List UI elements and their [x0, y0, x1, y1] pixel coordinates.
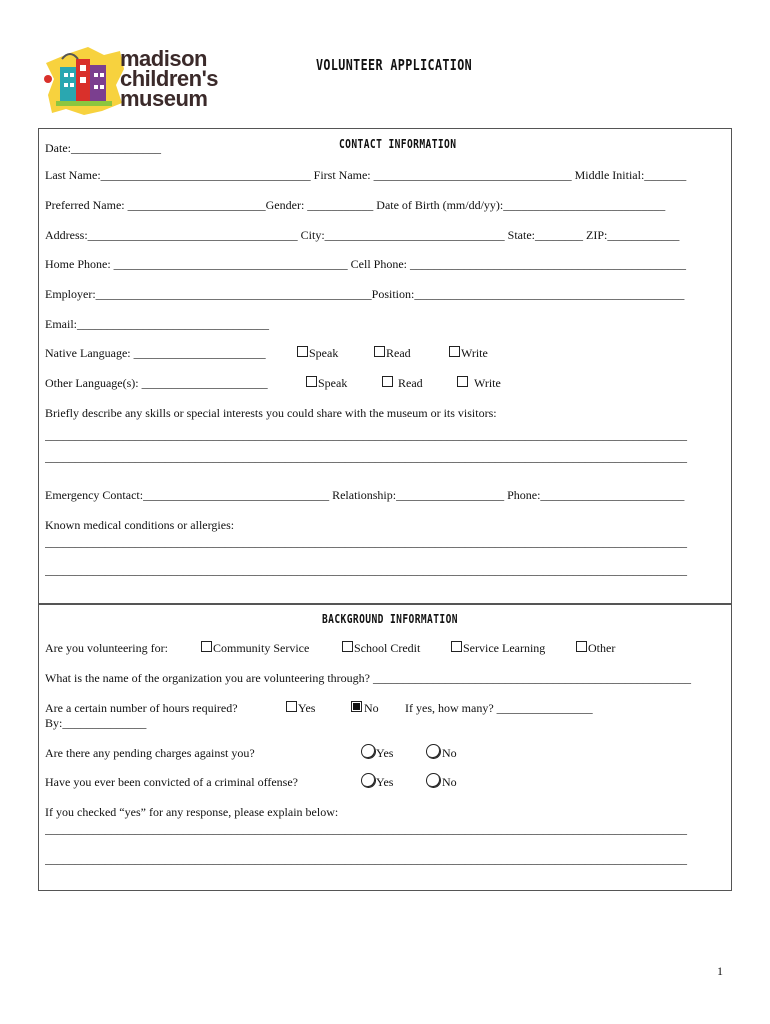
pending-yes-radio[interactable]	[361, 744, 376, 759]
native-speak-checkbox[interactable]	[297, 346, 308, 357]
name-fields[interactable]: Last Name:___________________________________ First Name: _________________________________ Middle Initial:_______	[45, 168, 687, 182]
background-section-title: BACKGROUND INFORMATION	[322, 612, 458, 626]
convicted-no-label: No	[442, 775, 457, 789]
museum-logo-icon	[40, 45, 130, 120]
other-speak-checkbox[interactable]	[306, 376, 317, 387]
other-write-label: Write	[474, 376, 501, 390]
address-fields[interactable]: Address:___________________________________ City:______________________________ State:________ ZIP:____________	[45, 228, 680, 242]
skills-line-2[interactable]: ___________________________________________________________________________________________________________	[45, 450, 687, 464]
other-speak-label: Speak	[318, 376, 348, 390]
logo-line-3: museum	[120, 86, 208, 111]
museum-logo	[40, 45, 230, 120]
by-date-field[interactable]: By:______________	[45, 716, 147, 730]
pending-charges-label: Are there any pending charges against you?	[45, 746, 255, 760]
explain-line-1[interactable]: ___________________________________________________________________________________________________________	[45, 822, 687, 836]
community-service-checkbox[interactable]	[201, 641, 212, 652]
logo-line-1: madison	[120, 46, 207, 71]
service-learning-checkbox[interactable]	[451, 641, 462, 652]
other-language-field[interactable]: Other Language(s): _____________________	[45, 376, 268, 390]
hours-no-checkbox[interactable]	[351, 701, 362, 712]
hours-no-label: No	[364, 701, 379, 715]
logo-line-2: children's	[120, 66, 219, 91]
school-credit-label: School Credit	[354, 641, 421, 655]
native-language-field[interactable]: Native Language: ______________________	[45, 346, 266, 360]
page-number: 1	[717, 964, 723, 978]
hours-required-label: Are a certain number of hours required?	[45, 701, 238, 715]
convicted-no-radio[interactable]	[426, 773, 441, 788]
other-checkbox[interactable]	[576, 641, 587, 652]
other-read-checkbox[interactable]	[382, 376, 393, 387]
other-label: Other	[588, 641, 616, 655]
emergency-contact-fields[interactable]: Emergency Contact:_______________________________ Relationship:__________________ Phone:________________________	[45, 488, 685, 502]
other-write-checkbox[interactable]	[457, 376, 468, 387]
convicted-label: Have you ever been convicted of a criminal offense?	[45, 775, 298, 789]
school-credit-checkbox[interactable]	[342, 641, 353, 652]
medical-line-2[interactable]: ___________________________________________________________________________________________________________	[45, 563, 687, 577]
explain-line-2[interactable]: ___________________________________________________________________________________________________________	[45, 852, 687, 866]
employer-fields[interactable]: Employer:______________________________________________Position:_____________________________________________	[45, 287, 685, 301]
community-service-label: Community Service	[213, 641, 310, 655]
organization-field[interactable]: What is the name of the organization you are volunteering through? _____________________________________________________	[45, 671, 692, 685]
date-field[interactable]: Date:_______________	[45, 141, 161, 155]
service-learning-label: Service Learning	[463, 641, 546, 655]
native-read-checkbox[interactable]	[374, 346, 385, 357]
other-read-label: Read	[398, 376, 423, 390]
explain-prompt: If you checked “yes” for any response, please explain below:	[45, 805, 339, 819]
skills-prompt: Briefly describe any skills or special interests you could share with the museum or its visitors:	[45, 406, 497, 420]
hours-yes-label: Yes	[298, 701, 316, 715]
email-field[interactable]: Email:________________________________	[45, 317, 269, 331]
medical-prompt: Known medical conditions or allergies:	[45, 518, 235, 532]
medical-line-1[interactable]: ___________________________________________________________________________________________________________	[45, 535, 687, 549]
hours-yes-checkbox[interactable]	[286, 701, 297, 712]
pending-no-radio[interactable]	[426, 744, 441, 759]
contact-section-title: CONTACT INFORMATION	[339, 137, 457, 151]
native-read-label: Read	[386, 346, 411, 360]
how-many-field[interactable]: If yes, how many? ________________	[405, 701, 593, 715]
native-write-label: Write	[461, 346, 488, 360]
convicted-yes-radio[interactable]	[361, 773, 376, 788]
pending-no-label: No	[442, 746, 457, 760]
page-title: VOLUNTEER APPLICATION	[316, 56, 473, 74]
phone-fields[interactable]: Home Phone: _______________________________________ Cell Phone: ______________________________________________	[45, 257, 686, 271]
pending-yes-label: Yes	[376, 746, 394, 760]
volunteering-for-label: Are you volunteering for:	[45, 641, 168, 655]
native-write-checkbox[interactable]	[449, 346, 460, 357]
skills-line-1[interactable]: ___________________________________________________________________________________________________________	[45, 428, 687, 442]
native-speak-label: Speak	[309, 346, 339, 360]
convicted-yes-label: Yes	[376, 775, 394, 789]
preferred-name-fields[interactable]: Preferred Name: _______________________Gender: ___________ Date of Birth (mm/dd/yy):___________________________	[45, 198, 666, 212]
